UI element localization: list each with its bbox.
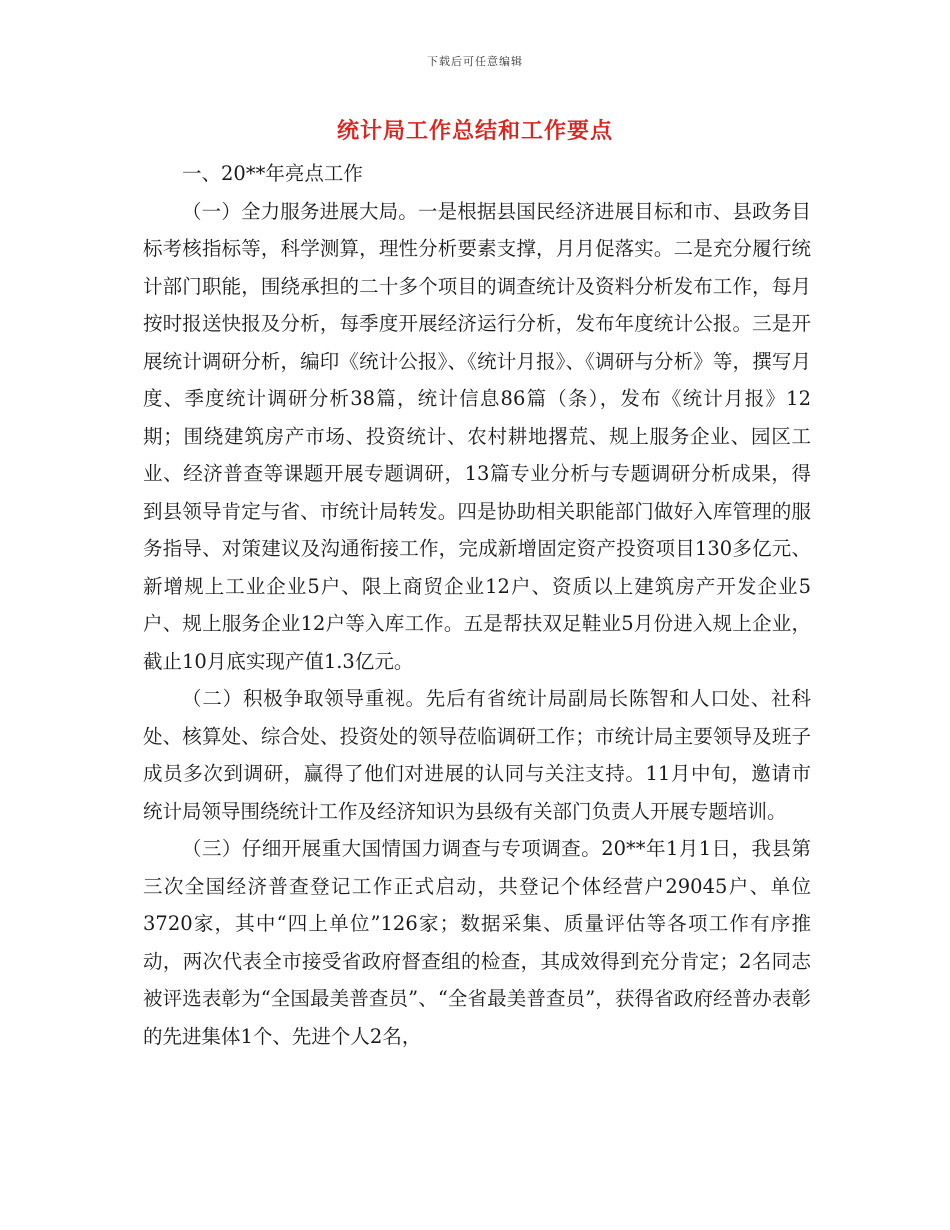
document-title: 统计局工作总结和工作要点 bbox=[336, 118, 613, 144]
header-note: 下载后可任意编辑 bbox=[427, 55, 523, 68]
document-body bbox=[143, 155, 811, 1055]
paragraph-3: （三）仔细开展重大国情国力调查与专项调查。20**年1月1日，我县第三次全国经济普查登记工作正式启动，共登记个体经营户29045户、单位3720家，其中“四上单位”126家；数据采集、质量评估等各项工作有序推动，两次代表全市接受省政府督查组的检查，其成效得到充分肯定；2名同志被评选表彰为“全国最美普查员”、“全省最美普查员”，获得省政府经普办表彰的先进集体1个、先进个人2名， bbox=[143, 837, 811, 1048]
section-heading: 一、20**年亮点工作 bbox=[182, 162, 363, 185]
paragraph-1: （一）全力服务进展大局。一是根据县国民经济进展目标和市、县政务目标考核指标等，科学测算，理性分析要素支撑，月月促落实。二是充分履行统计部门职能，围绕承担的二十多个项目的调查统计及资料分析发布工作，每月按时报送快报及分析，每季度开展经济运行分析，发布年度统计公报。三是开展统计调研分析，编印《统计公报》、《统计月报》、《调研与分析》等，撰写月度、季度统计调研分析38篇，统计信息86篇（条），发布《统计月报》12期；围绕建筑房产市场、投资统计、农村耕地撂荒、规上服务企业、园区工业、经济普查等课题开展专题调研，13篇专业分析与专题调研分析成果，得到县领导肯定与省、市统计局转发。四是协助相关职能部门做好入库管理的服务指导、对策建议及沟通衔接工作，完成新增固定资产投资项目130多亿元、新增规上工业企业5户、限上商贸企业12户、资质以上建筑房产开发企业5户、规上服务企业12户等入库工作。五是帮扶双足鞋业5月份进入规上企业，截止10月底实现产值1.3亿元。 bbox=[143, 199, 811, 673]
paragraph-2: （二）积极争取领导重视。先后有省统计局副局长陈智和人口处、社科处、核算处、综合处、投资处的领导莅临调研工作；市统计局主要领导及班子成员多次到调研，赢得了他们对进展的认同与关注支持。11月中旬，邀请市统计局领导围绕统计工作及经济知识为县级有关部门负责人开展专题培训。 bbox=[143, 687, 811, 823]
